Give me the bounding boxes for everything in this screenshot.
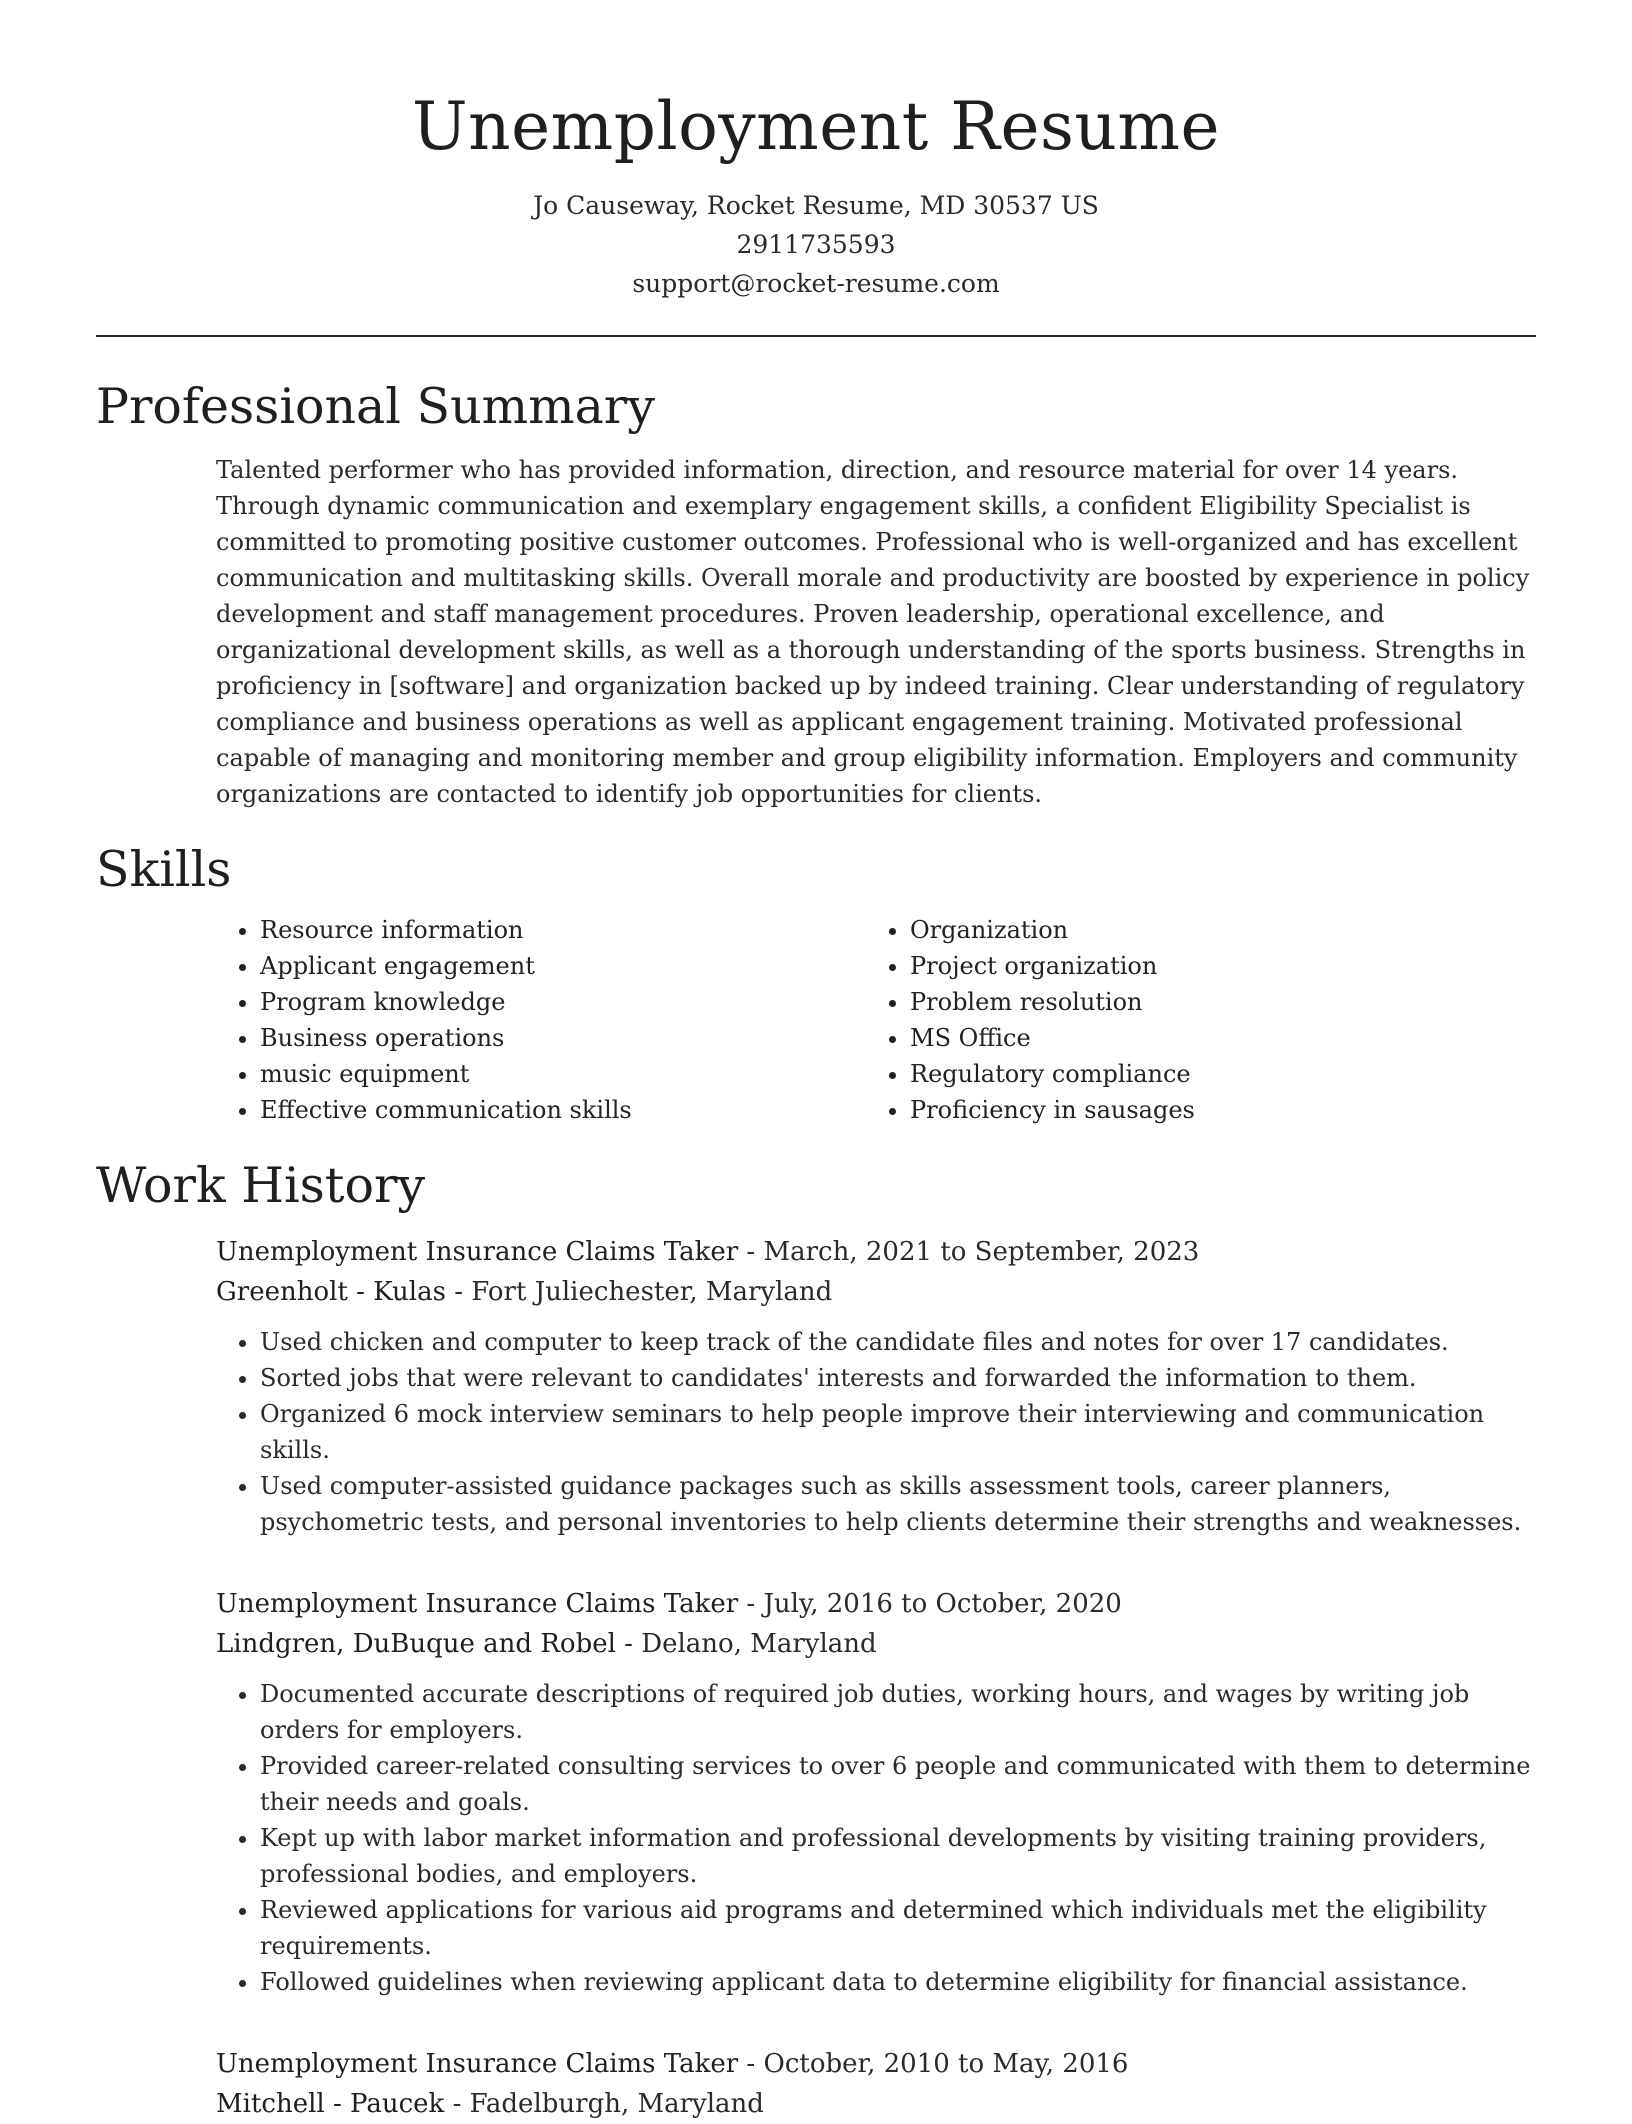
skills-list-right [866,912,1516,1128]
job-bullet: • Reviewed applications for various aid programs and determined which individuals met the eligibility requirements. [260,1892,1536,1964]
skill-item: • Proficiency in sausages [910,1092,1516,1128]
job-dates: October, 2010 to May, 2016 [763,2049,1129,2079]
resume-title: Unemployment Resume [411,88,1221,165]
job-bullet: • Followed guidelines when reviewing applicant data to determine eligibility for financial assistance. [260,1964,1536,2000]
job-company-line: Lindgren, DuBuque and Robel - Delano, Maryland [216,1629,877,1659]
contact-email: support@rocket-resume.com [632,269,1000,298]
skill-item: • MS Office [910,1020,1516,1056]
job-bullet: • Documented accurate descriptions of required job duties, working hours, and wages by writing job orders for employers. [260,1676,1536,1748]
skills-section [96,838,1536,1128]
job-bullet: • Used computer-assisted guidance packages such as skills assessment tools, career planners, psychometric tests, and personal inventories to help clients determine their strengths and weaknesses. [260,1468,1536,1540]
contact-address: Jo Causeway, Rocket Resume, MD 30537 US [533,191,1099,220]
job-bullet: • Provided career-related consulting services to over 6 people and communicated with them to determine their needs and goals. [260,1748,1536,1820]
job-title-line: Unemployment Insurance Claims Taker - March, 2021 to September, 2023 [216,1237,1200,1267]
skill-item: • Regulatory compliance [910,1056,1516,1092]
job-location: Fadelburgh, Maryland [469,2089,764,2119]
job-dates: July, 2016 to October, 2020 [763,1589,1122,1619]
section-heading-skills: Skills [96,841,232,898]
summary-text: Talented performer who has provided information, direction, and resource material for over 14 years. Through dynamic communication and exemplary engagement skills, a confident Eligibility Specialist is committed to promoting positive customer outcomes. Professional who is well-organized and has excellent communication and multitasking skills. Overall morale and productivity are boosted by experience in policy development and staff management procedures. Proven leadership, operational excellence, and organizational development skills, as well as a thorough understanding of the sports business. Strengths in proficiency in [software] and organization backed up by indeed training. Clear understanding of regulatory compliance and business operations as well as applicant engagement training. Motivated professional capable of managing and monitoring member and group eligibility information. Employers and community organizations are contacted to identify job opportunities for clients. [216,456,1530,808]
skill-item: • Business operations [260,1020,866,1056]
professional-summary-section [96,375,1536,812]
job-location: Delano, Maryland [641,1629,877,1659]
job-company-line: Greenholt - Kulas - Fort Juliechester, Maryland [216,1277,833,1307]
skill-item: • Applicant engagement [260,948,866,984]
skill-item: • Project organization [910,948,1516,984]
job-company: Lindgren, DuBuque and Robel [216,1629,616,1659]
skill-item: • Organization [910,912,1516,948]
contact-block [96,186,1536,303]
job-location: Fort Juliechester, Maryland [471,1277,833,1307]
skill-item: • Problem resolution [910,984,1516,1020]
job-bullet: • Organized 6 mock interview seminars to help people improve their interviewing and communication skills. [260,1396,1536,1468]
job-entry [216,1232,1536,1540]
job-title-line: Unemployment Insurance Claims Taker - October, 2010 to May, 2016 [216,2049,1129,2079]
contact-phone: 2911735593 [736,230,896,259]
skill-item: • Resource information [260,912,866,948]
job-title-line: Unemployment Insurance Claims Taker - July, 2016 to October, 2020 [216,1589,1122,1619]
job-bullet: • Kept up with labor market information and professional developments by visiting training providers, professional bodies, and employers. [260,1820,1536,1892]
work-history-section [96,1154,1536,2124]
job-bullet: • Used chicken and computer to keep track of the candidate files and notes for over 17 candidates. [260,1324,1536,1360]
skills-columns [216,912,1536,1128]
job-company: Greenholt - Kulas [216,1277,446,1307]
skills-list-left [216,912,866,1128]
job-company-line: Mitchell - Paucek - Fadelburgh, Maryland [216,2089,764,2119]
job-company: Mitchell - Paucek [216,2089,445,2119]
skill-item: • Effective communication skills [260,1092,866,1128]
section-heading-work: Work History [96,1157,426,1214]
section-heading-summary: Professional Summary [96,378,655,435]
job-entry [216,2044,1536,2124]
job-bullet: • Sorted jobs that were relevant to candidates' interests and forwarded the information to them. [260,1360,1536,1396]
job-dates: March, 2021 to September, 2023 [763,1237,1200,1267]
job-entry [216,1584,1536,2000]
job-title: Unemployment Insurance Claims Taker [216,2049,739,2079]
skill-item: • music equipment [260,1056,866,1092]
job-title: Unemployment Insurance Claims Taker [216,1589,739,1619]
header-divider [96,335,1536,337]
skill-item: • Program knowledge [260,984,866,1020]
job-bullets [216,1324,1536,1540]
resume-header [96,0,1536,303]
job-title: Unemployment Insurance Claims Taker [216,1237,739,1267]
job-bullets [216,1676,1536,2000]
